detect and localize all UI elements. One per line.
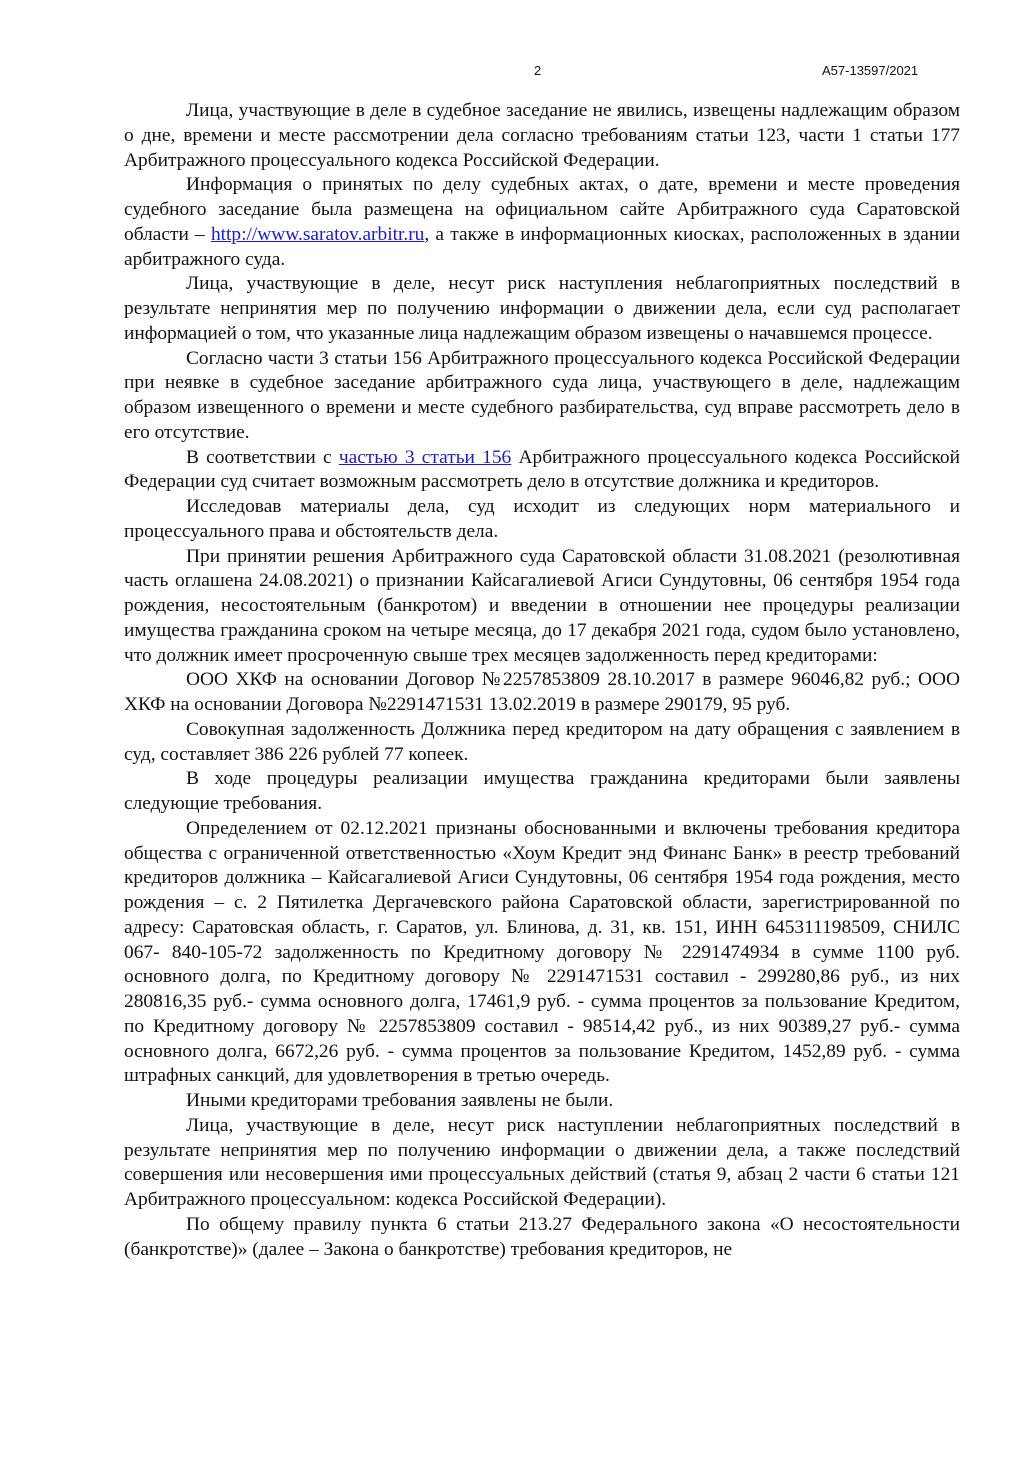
document-body [124,99,960,1262]
paragraph-website-info [124,173,960,272]
paragraph-risk-2: Лица, участвующие в деле, несут риск наступлении неблагоприятных последствий в результате непринятия мер по получению информации о движении дела, а также последствий совершения или несовершения ими процессуальных действий (статья 9, абзац 2 части 6 статьи 121 Арбитражного процессуальном: кодекса Российской Федерации). [124,1114,960,1210]
paragraph-decision: При принятии решения Арбитражного суда Саратовской области 31.08.2021 (резолютивная часть оглашена 24.08.2021) о признании Кайсагалиевой Агиси Сундутовны, 06 сентября 1954 года рождения, несостоятельным (банкротом) и введении в отношении нее процедуры реализации имущества гражданина сроком на четыре месяца, до 17 декабря 2021 года, судом было установлено, что должник имеет просроченную свыше трех месяцев задолженность перед кредиторами: [124,545,960,666]
paragraph-absence [124,446,960,496]
court-website-link[interactable]: http://www.saratov.arbitr.ru [210,223,425,245]
paragraph-text: Информация о принятых по делу судебных актах, о дате, времени и месте проведения судебного заседание была размещена на официальном сайте Арбитражного суда Саратовской области – [124,174,960,245]
paragraph-text: Арбитражного процессуального кодекса Российской Федерации суд считает возможным рассмотреть дело в отсутствие должника и кредиторов. [124,446,960,493]
paragraph-risk: Лица, участвующие в деле, несут риск наступления неблагоприятных последствий в результате непринятия мер по получению информации о движении дела, если суд располагает информацией о том, что указанные лица надлежащим образом извещены о начавшемся процессе. [124,273,960,344]
page-number: 2 [534,63,542,78]
paragraph-ruling: Определением от 02.12.2021 признаны обоснованными и включены требования кредитора общества с ограниченной ответственностью «Хоум Кредит энд Финанс Банк» в реестр требований кредиторов должника – Кайсагалиевой Агиси Сундутовны, 06 сентября 1954 года рождения, место рождения – с. 2 Пятилетка Дергачевского района Саратовской области, зарегистрированной по адресу: Саратовская область, г. Саратов, ул. Блинова, д. 31, кв. 151, ИНН 645311198509, СНИЛС 067- 840-105-72 задолженность по Кредитному договору № 2291474934 в сумме 1100 руб. основного долга, по Кредитному договору № 2291471531 составил - 299280,86 руб., из них 280816,35 руб.- сумма основного долга, 17461,9 руб. - сумма процентов за пользование Кредитом, по Кредитному договору № 2257853809 составил - 98514,42 руб., из них 90389,27 руб.- сумма основного долга, 6672,26 руб. - сумма процентов за пользование Кредитом, 1452,89 руб. - сумма штрафных санкций, для удовлетворения в третью очередь. [124,817,960,1087]
paragraph-total-debt: Совокупная задолженность Должника перед кредитором на дату обращения с заявлением в суд, составляет 386 226 рублей 77 копеек. [124,718,960,765]
article-156-link[interactable]: частью 3 статьи 156 [338,446,512,468]
paragraph-notice: Лица, участвующие в деле в судебное заседание не явились, извещены надлежащим образом о дне, времени и месте рассмотрении дела согласно требованиям статьи 123, части 1 статьи 177 Арбитражного процессуального кодекса Российской Федерации. [124,100,960,171]
paragraph-text: , а также в информационных киосках, расположенных в здании арбитражного суда. [124,223,960,270]
paragraph-article-156: Согласно части 3 статьи 156 Арбитражного процессуального кодекса Российской Федерации при неявке в судебное заседание арбитражного суда лица, участвующего в деле, надлежащим образом извещенного о времени и месте судебного разбирательства, суд вправе рассмотреть дело в его отсутствие. [124,347,960,443]
paragraph-general-rule: По общему правилу пункта 6 статьи 213.27 Федерального закона «О несостоятельности (банкротстве)» (далее – Закона о банкротстве) требования кредиторов, не [124,1213,960,1260]
paragraph-materials: Исследовав материалы дела, суд исходит из следующих норм материального и процессуального права и обстоятельств дела. [124,496,960,542]
paragraph-no-other-claims: Иными кредиторами требования заявлены не были. [186,1090,614,1111]
paragraph-text: В соответствии с [186,446,339,468]
case-number: А57-13597/2021 [822,63,919,78]
paragraph-debts: ООО ХКФ на основании Договор №2257853809 28.10.2017 в размере 96046,82 руб.; ООО ХКФ на основании Договора №2291471531 13.02.2019 в размере 290179, 95 руб. [124,669,960,715]
paragraph-claims-intro: В ходе процедуры реализации имущества гражданина кредиторами были заявлены следующие требования. [124,768,960,814]
